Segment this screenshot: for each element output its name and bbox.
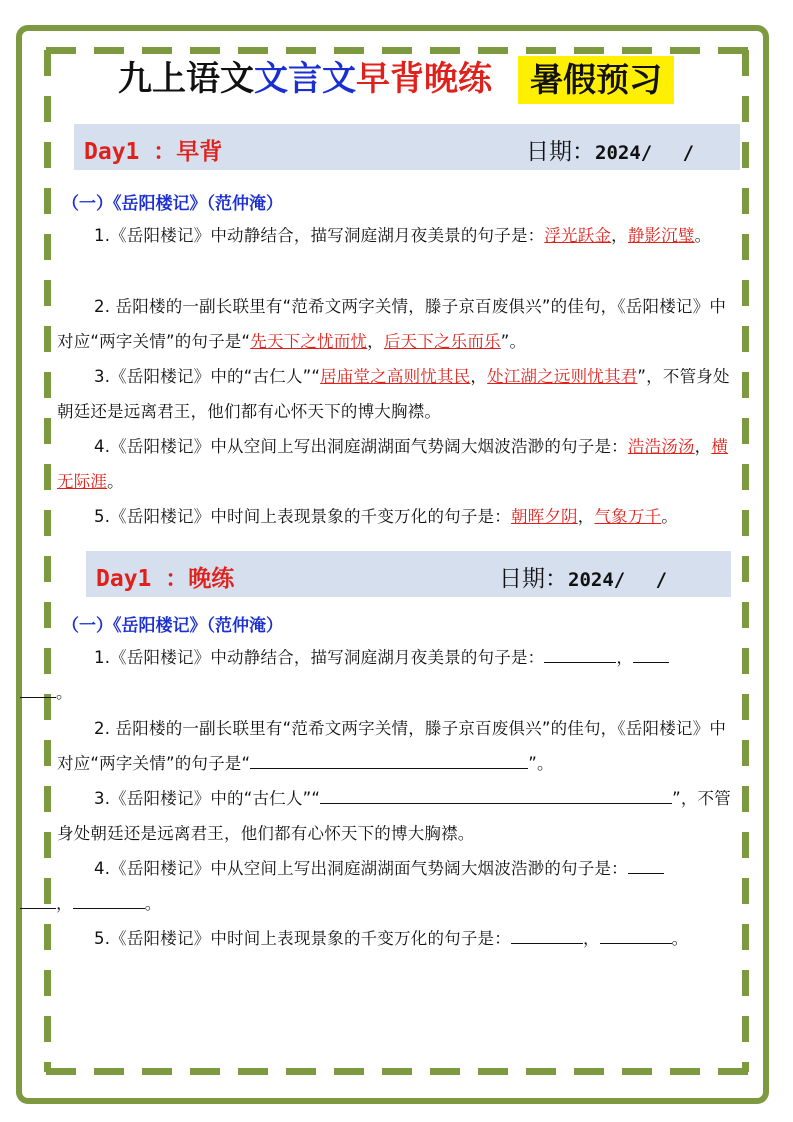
q-end: ”。 bbox=[500, 332, 527, 351]
q-text: 3.《岳阳楼记》中的“古仁人”“ bbox=[94, 789, 321, 808]
q-sep: ， bbox=[56, 894, 73, 913]
q-text: 1.《岳阳楼记》中动静结合，描写洞庭湖月夜美景的句子是： bbox=[94, 648, 545, 667]
answer: 先天下之忧而忧 bbox=[250, 332, 368, 351]
answer: 居庙堂之高则忧其民 bbox=[320, 367, 471, 386]
morning-header-bar bbox=[74, 124, 740, 170]
morning-section-heading: （一）《岳阳楼记》（范仲淹） bbox=[62, 194, 283, 214]
q-text: 5.《岳阳楼记》中时间上表现景象的千变万化的句子是： bbox=[94, 507, 511, 526]
q-sep: ， bbox=[582, 929, 600, 948]
answer: 后天下之乐而乐 bbox=[383, 332, 501, 351]
q-sep: ， bbox=[694, 437, 712, 456]
evening-question-4 bbox=[57, 851, 739, 921]
answer: 朝晖夕阴 bbox=[510, 507, 578, 526]
title-part-3: 早背晚练 bbox=[356, 59, 492, 99]
evening-date-label: 日期： bbox=[499, 566, 568, 592]
evening-question-5 bbox=[57, 921, 739, 956]
title-part-2: 文言文 bbox=[254, 59, 356, 99]
q-end: ”，不管身处朝廷还是远离君王，他们都有心怀天下的博大胸襟。 bbox=[57, 367, 730, 421]
morning-date-label: 日期： bbox=[526, 139, 595, 165]
summer-preview-badge: 暑假预习 bbox=[518, 56, 674, 104]
q-text: 2. 岳阳楼的一副长联里有“范希文两字关情，滕子京百废俱兴”的佳句，《岳阳楼记》中对应“两字关情”的句子是“ bbox=[57, 719, 727, 773]
evening-day-label-text: Day1 ：晚练 bbox=[96, 566, 235, 592]
morning-day-label: Day1 ：早背 bbox=[84, 139, 223, 165]
dashed-border-left bbox=[44, 50, 51, 1072]
answer: 处江湖之远则忧其君 bbox=[487, 367, 638, 386]
q-end: 。 bbox=[671, 929, 689, 948]
morning-question-4 bbox=[57, 429, 739, 499]
morning-question-2 bbox=[57, 289, 739, 359]
answer: 浩浩汤汤 bbox=[627, 437, 695, 456]
q-sep: ， bbox=[577, 507, 595, 526]
q-text: 5.《岳阳楼记》中时间上表现景象的千变万化的句子是： bbox=[94, 929, 511, 948]
q-sep: ， bbox=[367, 332, 384, 351]
title-part-1: 九上语文 bbox=[118, 59, 254, 99]
evening-section-heading: （一）《岳阳楼记》（范仲淹） bbox=[62, 616, 283, 636]
q-text: 4.《岳阳楼记》中从空间上写出洞庭湖湖面气势阔大烟波浩渺的句子是： bbox=[94, 437, 628, 456]
answer: 气象万千 bbox=[594, 507, 662, 526]
q-end: 。 bbox=[694, 226, 712, 245]
answer-blank[interactable] bbox=[20, 681, 56, 698]
answer-blank[interactable] bbox=[633, 646, 669, 663]
morning-date bbox=[526, 133, 694, 166]
evening-question-3 bbox=[57, 781, 739, 851]
answer: 横无际涯 bbox=[57, 437, 729, 491]
dashed-border-bottom bbox=[46, 1068, 750, 1075]
answer-blank[interactable] bbox=[628, 857, 664, 874]
q-sep: ， bbox=[616, 648, 634, 667]
q-end: 。 bbox=[107, 472, 124, 491]
q-end: 。 bbox=[661, 507, 678, 526]
q-end: 。 bbox=[56, 683, 73, 702]
q-end: ”，不管身处朝廷还是远离君王，他们都有心怀天下的博大胸襟。 bbox=[57, 789, 731, 843]
evening-header-bar bbox=[86, 551, 731, 597]
morning-date-value: 2024/ / bbox=[595, 142, 695, 164]
q-text: 4.《岳阳楼记》中从空间上写出洞庭湖湖面气势阔大烟波浩渺的句子是： bbox=[94, 859, 628, 878]
morning-question-3 bbox=[57, 359, 739, 429]
q-end: ”。 bbox=[528, 754, 554, 773]
q-text: 1.《岳阳楼记》中动静结合，描写洞庭湖月夜美景的句子是： bbox=[94, 226, 545, 245]
evening-date-value: 2024/ / bbox=[568, 569, 668, 591]
dashed-border-top bbox=[46, 47, 750, 54]
evening-question-1 bbox=[57, 640, 739, 710]
answer: 静影沉璧 bbox=[627, 226, 695, 245]
evening-date bbox=[499, 560, 667, 593]
q-sep: ， bbox=[470, 367, 488, 386]
dashed-border-right bbox=[742, 50, 749, 1072]
morning-question-1 bbox=[57, 218, 739, 253]
q-text: 3.《岳阳楼记》中的“古仁人”“ bbox=[94, 367, 321, 386]
answer-blank[interactable] bbox=[20, 892, 56, 909]
answer-blank[interactable] bbox=[511, 927, 583, 944]
answer: 浮光跃金 bbox=[544, 226, 612, 245]
answer-blank[interactable] bbox=[320, 787, 672, 804]
evening-day-label bbox=[96, 560, 234, 593]
evening-question-2 bbox=[57, 711, 739, 781]
answer-blank[interactable] bbox=[250, 752, 528, 769]
q-text: 2. 岳阳楼的一副长联里有“范希文两字关情，滕子京百废俱兴”的佳句，《岳阳楼记》中对应“两字关情”的句子是“ bbox=[57, 297, 727, 351]
q-sep: ， bbox=[611, 226, 628, 245]
morning-question-5 bbox=[57, 499, 739, 534]
q-end: 。 bbox=[144, 894, 162, 913]
answer-blank[interactable] bbox=[544, 646, 616, 663]
answer-blank[interactable] bbox=[600, 927, 672, 944]
answer-blank[interactable] bbox=[73, 892, 145, 909]
page-title bbox=[118, 54, 492, 104]
